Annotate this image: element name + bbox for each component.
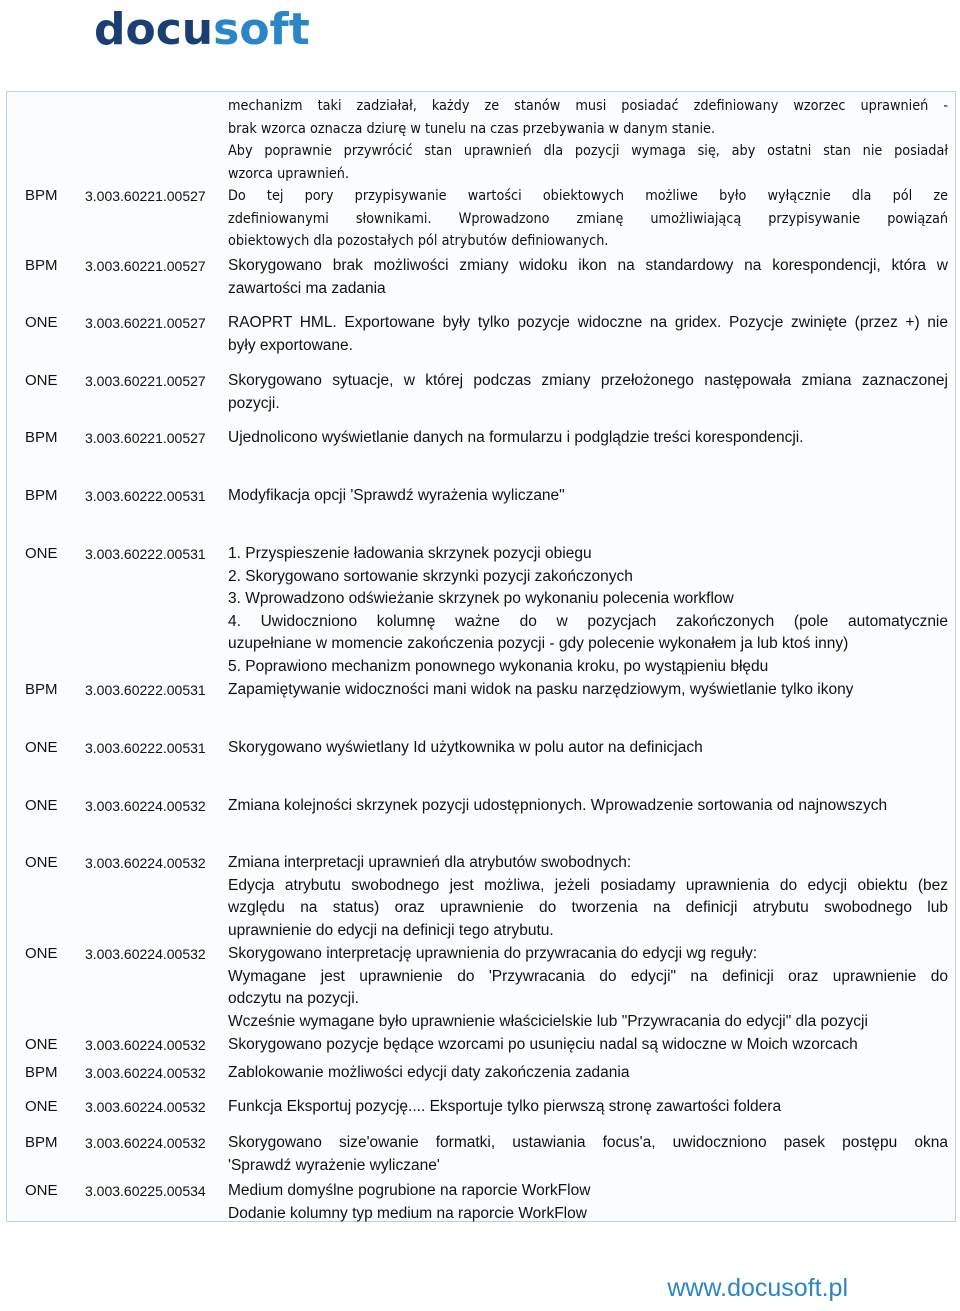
entry-description (228, 543, 948, 678)
footer-url[interactable]: www.docusoft.pl (667, 1274, 848, 1302)
entry-description (228, 1180, 948, 1225)
entry-description (228, 943, 948, 1033)
description-line: brak wzorca oznacza dziurę w tunelu na czas przebywania w danym stanie. (228, 120, 716, 137)
description-line: 4. Uwidoczniono kolumnę ważne do w pozycjach zakończonych (pole automatycznie (228, 612, 948, 630)
entry-version: 3.003.60222.00531 (85, 740, 206, 756)
description-line: Skorygowano size'owanie formatki, ustawiania focus'a, uwidoczniono pasek postępu okna (228, 1134, 948, 1151)
description-line: odczytu na pozycji. (228, 990, 359, 1007)
entry-type: ONE (25, 1098, 58, 1115)
entry-type: ONE (25, 314, 58, 331)
entry-type: BPM (25, 187, 58, 204)
entry-version: 3.003.60221.00527 (85, 188, 206, 204)
description-line: Skorygowano sytuacje, w której podczas zmiany przełożonego następowała zmiana zaznaczonej (228, 372, 948, 389)
logo-part-soft: soft (213, 4, 310, 55)
entry-description (228, 852, 948, 942)
description-line: były exportowane. (228, 336, 353, 354)
description-line: Ujednolicono wyświetlanie danych na formularzu i podglądzie treści korespondencji. (228, 429, 804, 446)
entry-version: 3.003.60225.00534 (85, 1183, 206, 1199)
entry-type: ONE (25, 545, 58, 562)
description-line: mechanizm taki zadziałał, każdy ze stanów musi posiadać zdefiniowany wzorzec uprawnień - (228, 98, 948, 114)
entry-description (228, 737, 948, 760)
entry-description (228, 1062, 948, 1085)
entry-type: ONE (25, 1036, 58, 1053)
entry-version: 3.003.60224.00532 (85, 798, 206, 814)
description-line: Skorygowano pozycje będące wzorcami po usunięciu nadal są widoczne w Moich wzorcach (228, 1036, 858, 1053)
description-line: 5. Poprawiono mechanizm ponownego wykonania kroku, po wystąpieniu błędu (228, 657, 769, 675)
description-line: Skorygowano interpretację uprawnienia do przywracania do edycji wg reguły: (228, 945, 758, 962)
entry-description (228, 427, 948, 450)
description-line: Zapamiętywanie widoczności mani widok na pasku narzędziowym, wyświetlanie tylko ikony (228, 681, 854, 698)
entry-version: 3.003.60221.00527 (85, 258, 206, 274)
description-line: zdefiniowanymi słownikami. Wprowadzono zmianę umożliwiającą przypisywanie powiązań (228, 210, 948, 227)
description-line: 2. Skorygowano sortowanie skrzynki pozycji zakończonych (228, 567, 633, 585)
entry-version: 3.003.60222.00531 (85, 682, 206, 698)
description-line: Funkcja Eksportuj pozycję.... Eksportuje tylko pierwszą stronę zawartości foldera (228, 1098, 782, 1115)
entry-version: 3.003.60224.00532 (85, 1099, 206, 1115)
entry-version: 3.003.60224.00532 (85, 1037, 206, 1053)
description-line: względu na status) oraz uprawnienie do tworzenia na definicji atrybutu swobodnego lub (228, 899, 948, 916)
description-line: Zablokowanie możliwości edycji daty zakończenia zadania (228, 1064, 630, 1081)
entry-description (228, 679, 948, 702)
description-line: Aby poprawnie przywrócić stan uprawnień dla pozycji wymaga się, aby ostatni stan nie posiadał (228, 143, 948, 159)
entry-version: 3.003.60222.00531 (85, 546, 206, 562)
entry-version: 3.003.60224.00532 (85, 1065, 206, 1081)
description-line: Skorygowano brak możliwości zmiany widoku ikon na standardowy na korespondencji, która w (228, 257, 948, 274)
entry-type: BPM (25, 1064, 58, 1081)
entry-version: 3.003.60221.00527 (85, 373, 206, 389)
description-line: 3. Wprowadzono odświeżanie skrzynek po wykonaniu polecenia workflow (228, 590, 734, 607)
entry-type: ONE (25, 945, 58, 962)
entry-type: ONE (25, 372, 58, 389)
description-line: uzupełniane w momencie zakończenia pozycji - gdy polecenie wykonałem ja lub ktoś inny) (228, 635, 849, 652)
entry-description (228, 1096, 948, 1119)
description-line: Wcześnie wymagane było uprawnienie właścicielskie lub "Przywracania do edycji" dla pozycji (228, 1012, 868, 1030)
description-line: Modyfikacja opcji 'Sprawdź wyrażenia wyliczane" (228, 487, 565, 504)
description-line: Zmiana kolejności skrzynek pozycji udostępnionych. Wprowadzenie sortowania od najnowszych (228, 797, 888, 814)
description-line: zawartości ma zadania (228, 279, 386, 297)
entry-description (228, 1034, 948, 1057)
description-line: Wymagane jest uprawnienie do 'Przywracania do edycji" na definicji oraz uprawnienie do (228, 967, 948, 985)
entry-type: ONE (25, 797, 58, 814)
entry-description (228, 255, 948, 300)
entry-type: BPM (25, 1134, 58, 1151)
entry-description (228, 485, 948, 508)
entry-type: ONE (25, 1182, 58, 1199)
entry-description (228, 795, 948, 818)
description-line: Zmiana interpretacji uprawnień dla atrybutów swobodnych: (228, 854, 632, 871)
description-line: Do tej pory przypisywanie wartości obiektowych możliwe było wyłącznie dla pól ze (228, 188, 948, 204)
description-line: Dodanie kolumny typ medium na raporcie WorkFlow (228, 1204, 587, 1222)
docusoft-logo (94, 2, 310, 58)
entry-description (228, 1132, 948, 1177)
entry-type: BPM (25, 487, 58, 504)
entry-description (228, 370, 948, 415)
entry-type: BPM (25, 681, 58, 698)
row-description (228, 95, 948, 185)
description-line: 'Sprawdź wyrażenie wyliczane' (228, 1156, 440, 1174)
description-line: Skorygowano wyświetlany Id użytkownika w polu autor na definicjach (228, 739, 703, 756)
entry-version: 3.003.60222.00531 (85, 488, 206, 504)
entry-version: 3.003.60221.00527 (85, 315, 206, 331)
description-line: Medium domyślne pogrubione na raporcie WorkFlow (228, 1182, 591, 1199)
entry-description (228, 312, 948, 357)
description-line: obiektowych dla pozostałych pól atrybutów definiowanych. (228, 233, 609, 249)
entry-description (228, 185, 948, 253)
entry-type: ONE (25, 739, 58, 756)
entry-type: BPM (25, 429, 58, 446)
entry-type: BPM (25, 257, 58, 274)
entry-version: 3.003.60221.00527 (85, 430, 206, 446)
description-line: uprawnienie do edycji na definicji tego atrybutu. (228, 921, 554, 939)
description-line: pozycji. (228, 394, 280, 412)
entry-version: 3.003.60224.00532 (85, 855, 206, 871)
description-line: RAOPRT HML. Exportowane były tylko pozycje widoczne na gridex. Pozycje zwinięte (przez +) nie (228, 314, 948, 331)
entry-version: 3.003.60224.00532 (85, 946, 206, 962)
entry-version: 3.003.60224.00532 (85, 1135, 206, 1151)
description-line: wzorca uprawnień. (228, 165, 350, 182)
description-line: 1. Przyspieszenie ładowania skrzynek pozycji obiegu (228, 545, 592, 562)
description-line: Edycja atrybutu swobodnego jest możliwa, jeżeli posiadamy uprawnienia do edycji obiektu (bez (228, 876, 948, 894)
entry-type: ONE (25, 854, 58, 871)
logo-part-docu: docu (94, 4, 214, 55)
